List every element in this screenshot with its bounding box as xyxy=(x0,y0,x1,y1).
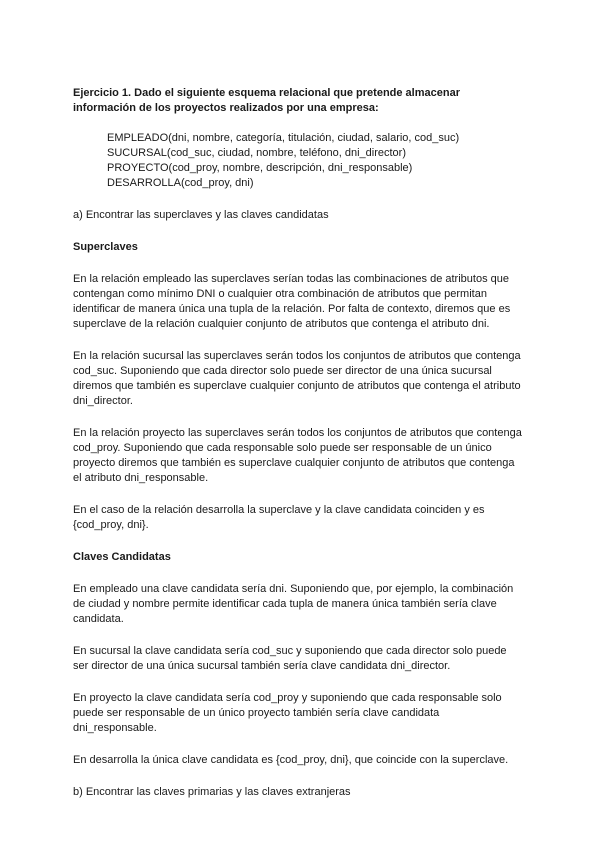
candidatas-paragraph-desarrolla xyxy=(73,753,533,768)
question-b xyxy=(73,785,533,800)
schema-relation-proyecto: PROYECTO(cod_proy, nombre, descripción, dni_responsable) xyxy=(107,162,413,174)
paragraph-line: En el caso de la relación desarrolla la superclave y la clave candidata coinciden y es xyxy=(73,504,485,516)
paragraph-line: superclave de la relación cualquier conjunto de atributos que contenga el atributo dni. xyxy=(73,318,490,330)
superclaves-paragraph-empleado xyxy=(73,272,533,332)
schema-relation-sucursal: SUCURSAL(cod_suc, ciudad, nombre, teléfono, dni_director) xyxy=(107,147,406,159)
paragraph-line: de ciudad y nombre permite identificar cada tupla de manera única también sería clave xyxy=(73,598,497,610)
exercise-heading-line: información de los proyectos realizados por una empresa: xyxy=(73,102,379,114)
paragraph-line: ser director de una única sucursal también sería clave candidata dni_director. xyxy=(73,660,451,672)
paragraph-line: puede ser responsable de un único proyecto también sería clave candidata xyxy=(73,707,440,719)
paragraph-line: En sucursal la clave candidata sería cod_suc y suponiendo que cada director solo puede xyxy=(73,645,507,657)
exercise-heading-line: Ejercicio 1. Dado el siguiente esquema relacional que pretende almacenar xyxy=(73,87,460,99)
paragraph-line: dni_responsable. xyxy=(73,722,157,734)
schema-relation-empleado: EMPLEADO(dni, nombre, categoría, titulación, ciudad, salario, cod_suc) xyxy=(107,132,460,144)
question-a xyxy=(73,208,533,223)
paragraph-line: el atributo dni_responsable. xyxy=(73,472,209,484)
exercise-heading xyxy=(73,86,533,116)
paragraph-line: cod_proy. Suponiendo que cada responsable solo puede ser responsable de un único xyxy=(73,442,492,454)
paragraph-line: En proyecto la clave candidata sería cod_proy y suponiendo que cada responsable solo xyxy=(73,692,502,704)
candidatas-paragraph-sucursal xyxy=(73,644,533,674)
paragraph-line: {cod_proy, dni}. xyxy=(73,519,149,531)
superclaves-paragraph-proyecto xyxy=(73,426,533,486)
candidatas-paragraph-empleado xyxy=(73,582,533,627)
paragraph-line: identificar de manera única una tupla de la relación. Por falta de contexto, diremos que es xyxy=(73,303,511,315)
relational-schema xyxy=(107,131,533,191)
section-title-claves-candidatas: Claves Candidatas xyxy=(73,551,171,563)
superclaves-paragraph-desarrolla xyxy=(73,503,533,533)
question-b-text: b) Encontrar las claves primarias y las claves extranjeras xyxy=(73,786,351,798)
paragraph-line: En empleado una clave candidata sería dni. Suponiendo que, por ejemplo, la combinación xyxy=(73,583,514,595)
paragraph-line: cod_suc. Suponiendo que cada director solo puede ser director de una única sucursal xyxy=(73,365,492,377)
paragraph-line: contengan como mínimo DNI o cualquier otra combinación de atributos que permitan xyxy=(73,288,487,300)
paragraph-line: En la relación empleado las superclaves serían todas las combinaciones de atributos que xyxy=(73,273,509,285)
paragraph-line: En la relación sucursal las superclaves serán todos los conjuntos de atributos que contenga xyxy=(73,350,521,362)
schema-relation-desarrolla: DESARROLLA(cod_proy, dni) xyxy=(107,177,254,189)
paragraph-line: diremos que también es superclave cualquier conjunto de atributos que contenga el atributo xyxy=(73,380,521,392)
superclaves-paragraph-sucursal xyxy=(73,349,533,409)
paragraph-line: dni_director. xyxy=(73,395,133,407)
candidatas-paragraph-proyecto xyxy=(73,691,533,736)
paragraph-line: En desarrolla la única clave candidata es {cod_proy, dni}, que coincide con la superclave. xyxy=(73,754,509,766)
paragraph-line: En la relación proyecto las superclaves serán todos los conjuntos de atributos que contenga xyxy=(73,427,522,439)
question-a-text: a) Encontrar las superclaves y las claves candidatas xyxy=(73,209,329,221)
paragraph-line: proyecto diremos que también es superclave cualquier conjunto de atributos que contenga xyxy=(73,457,515,469)
paragraph-line: candidata. xyxy=(73,613,124,625)
document-content xyxy=(73,86,533,800)
section-title-superclaves: Superclaves xyxy=(73,241,138,253)
